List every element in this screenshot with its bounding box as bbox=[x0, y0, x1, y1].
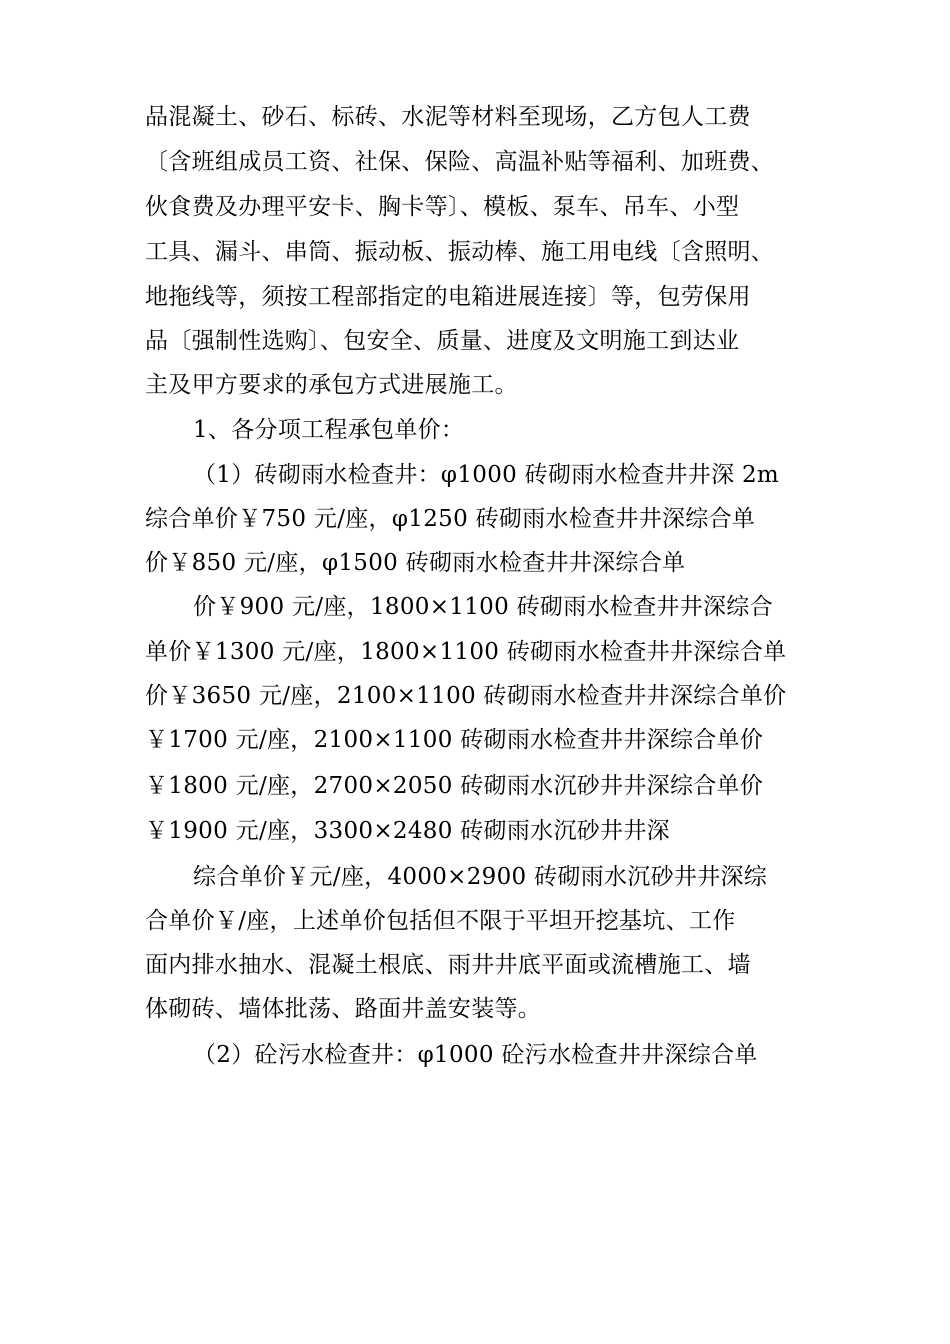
text-line-16: ￥1800 元/座，2700×2050 砖砌雨水沉砂井井深综合单价 bbox=[145, 773, 764, 799]
text-line-19: 合单价￥/座，上述单价包括但不限于平坦开挖基坑、工作 bbox=[145, 908, 736, 934]
text-line-4: 工具、漏斗、串筒、振动板、振动棒、施工用电线〔含照明、 bbox=[145, 239, 775, 265]
text-line-17: ￥1900 元/座，3300×2480 砖砌雨水沉砂井井深 bbox=[145, 818, 670, 844]
text-line-7: 主及甲方要求的承包方式进展施工。 bbox=[145, 372, 518, 398]
text-line-6: 品〔强制性选购〕、包安全、质量、进度及文明施工到达业 bbox=[145, 328, 740, 354]
text-line-18: 综合单价￥元/座，4000×2900 砖砌雨水沉砂井井深综 bbox=[193, 864, 768, 890]
text-line-14: 价￥3650 元/座，2100×1100 砖砌雨水检查井井深综合单价 bbox=[145, 683, 787, 709]
text-line-11: 价￥850 元/座，φ1500 砖砌雨水检查井井深综合单 bbox=[145, 550, 686, 576]
text-line-20: 面内排水抽水、混凝土根底、雨井井底平面或流槽施工、墙 bbox=[145, 952, 751, 978]
text-line-2: 〔含班组成员工资、社保、保险、高温补贴等福利、加班费、 bbox=[145, 149, 775, 175]
text-line-8: 1、各分项工程承包单价： bbox=[193, 417, 465, 443]
text-line-22: （2）砼污水检查井：φ1000 砼污水检查井井深综合单 bbox=[193, 1042, 758, 1068]
text-line-15: ￥1700 元/座，2100×1100 砖砌雨水检查井井深综合单价 bbox=[145, 727, 764, 753]
text-line-5: 地拖线等，须按工程部指定的电箱进展连接〕等，包劳保用 bbox=[145, 284, 751, 310]
text-line-12: 价￥900 元/座，1800×1100 砖砌雨水检查井井深综合 bbox=[193, 594, 773, 620]
text-line-10: 综合单价￥750 元/座，φ1250 砖砌雨水检查井井深综合单 bbox=[145, 506, 756, 532]
text-line-1: 品混凝土、砂石、标砖、水泥等材料至现场，乙方包人工费 bbox=[145, 104, 751, 130]
text-line-3: 伙食费及办理平安卡、胸卡等〕、模板、泵车、吊车、小型 bbox=[145, 194, 740, 220]
text-line-21: 体砌砖、墙体批荡、路面井盖安装等。 bbox=[145, 996, 542, 1022]
text-line-13: 单价￥1300 元/座，1800×1100 砖砌雨水检查井井深综合单 bbox=[145, 639, 787, 665]
text-line-9: （1）砖砌雨水检查井：φ1000 砖砌雨水检查井井深 2m bbox=[193, 462, 780, 488]
